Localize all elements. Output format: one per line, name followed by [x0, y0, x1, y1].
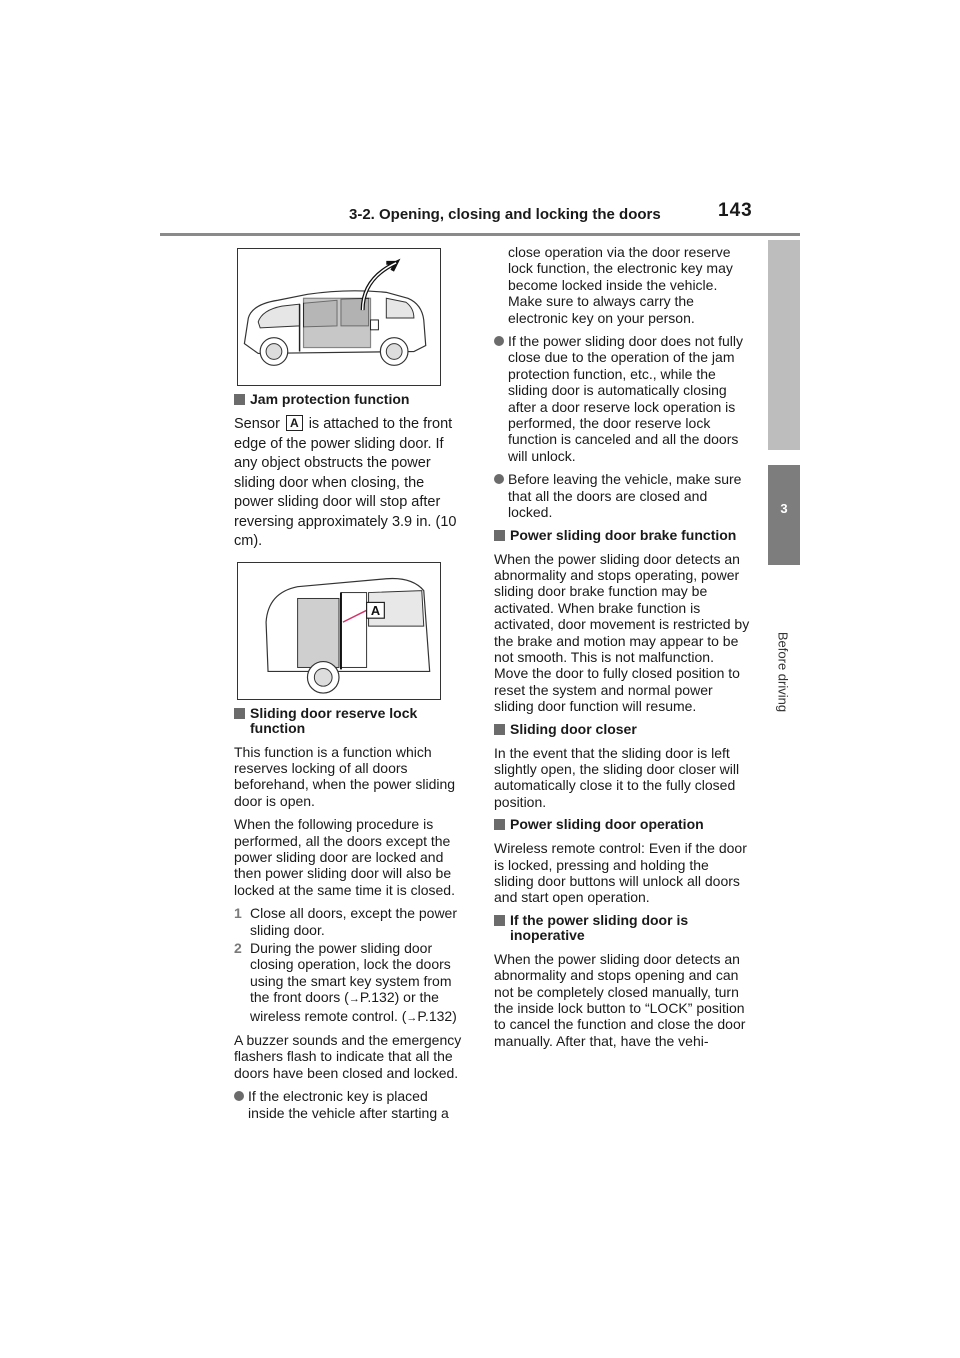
heading-square-icon [494, 724, 505, 735]
header-rule [160, 233, 800, 236]
page-number: 143 [718, 200, 753, 221]
heading-square-icon [234, 708, 245, 719]
door-closer-text: In the event that the sliding door is left slightly open, the sliding door closer will automatically close it to the fully closed position. [494, 744, 740, 810]
page-ref-link[interactable]: P.132 [417, 1007, 453, 1024]
sensor-label-box: A [286, 415, 303, 431]
bullet-dot-icon [234, 1091, 244, 1101]
bullet-not-fully-close: If the power sliding door does not fully close due to the operation of the jam protection function, etc., while the sliding door is automatically closing after a door reserve lock operation is performed, the door reserve lock function is canceled and all the doors will unlock. [494, 333, 752, 464]
heading-square-icon [494, 915, 505, 926]
page-ref-link[interactable]: P.132 [359, 989, 395, 1006]
reserve-lock-heading: Sliding door reserve lock function [234, 706, 466, 736]
door-closer-heading: Sliding door closer [494, 722, 752, 737]
step-number: 2 [234, 939, 242, 956]
left-column [234, 248, 466, 1128]
heading-square-icon [234, 394, 245, 405]
heading-square-icon [494, 819, 505, 830]
chapter-label-text: Before driving [775, 631, 791, 713]
step-1: 1 Close all doors, except the power sliding door. [234, 905, 457, 938]
door-operation-text: Wireless remote control: Even if the door is locked, pressing and holding the sliding door buttons will unlock all doors and start open operation. [494, 840, 747, 906]
jam-protection-heading: Jam protection function [234, 392, 466, 407]
continued-text: close operation via the door reserve lock function, the electronic key may become locked inside the vehicle. Make sure to always carry the electronic key on your person. [508, 244, 733, 326]
buzzer-text: A buzzer sounds and the emergency flashers flash to indicate that all the doors have been closed and locked. [234, 1032, 462, 1081]
section-title: 3-2. Opening, closing and locking the doors [349, 206, 661, 223]
van-side-illustration [237, 248, 441, 386]
brake-function-text: When the power sliding door detects an abnormality and stops operating, power sliding door brake function may be activated. When brake function is activated, door movement is restricted by the brake and motion may appear to be not smooth. This is not malfunction. Move the door to fully closed position to reset the system and normal power sliding door function will resume. [494, 550, 750, 715]
sensor-location-illustration [237, 562, 441, 700]
jam-protection-text: Sensor A is attached to the front edge of the power sliding door. If any object obstructs the power sliding door when closing, the power sliding door will stop after reversing approximately 3.9 in. (10 cm). [234, 416, 457, 549]
bullet-before-leaving: Before leaving the vehicle, make sure that all the doors are closed and locked. [494, 471, 752, 520]
chapter-tab [768, 465, 800, 565]
brake-function-heading: Power sliding door brake function [494, 528, 752, 543]
inoperative-text: When the power sliding door detects an abnormality and stops opening and can not be completely closed manually, turn the inside lock button to “LOCK” position to cancel the function and close the door manually. After that, have the vehi- [494, 950, 746, 1049]
reserve-lock-desc: This function is a function which reserves locking of all doors beforehand, when the power sliding door is open. [234, 743, 456, 809]
door-operation-heading: Power sliding door operation [494, 817, 752, 832]
reserve-lock-procedure: When the following procedure is performed, all the doors except the power sliding door are locked and then power sliding door will also be locked at the same time it is closed. [234, 816, 455, 898]
ref-arrow-icon: → [348, 993, 360, 1006]
bullet-dot-icon [494, 336, 504, 346]
step-2: 2 During the power sliding door closing operation, lock the doors using the smart key system from the front doors (→P.132) or the wireless remote control. (→P.132) [234, 939, 457, 1024]
ref-arrow-icon: → [406, 1011, 418, 1024]
bullet-dot-icon [494, 474, 504, 484]
inoperative-heading: If the power sliding door is inoperative [494, 913, 752, 943]
chapter-number: 3 [780, 501, 788, 516]
bullet-electronic-key: If the electronic key is placed inside the vehicle after starting a [234, 1088, 466, 1121]
right-column [494, 244, 752, 1056]
chapter-label [770, 612, 796, 732]
figure-sensor-label: A [370, 602, 381, 618]
side-tab-top [768, 240, 800, 450]
step-number: 1 [234, 905, 242, 922]
van-side-drawing [238, 249, 440, 385]
sensor-location-drawing [238, 563, 440, 699]
heading-square-icon [494, 530, 505, 541]
